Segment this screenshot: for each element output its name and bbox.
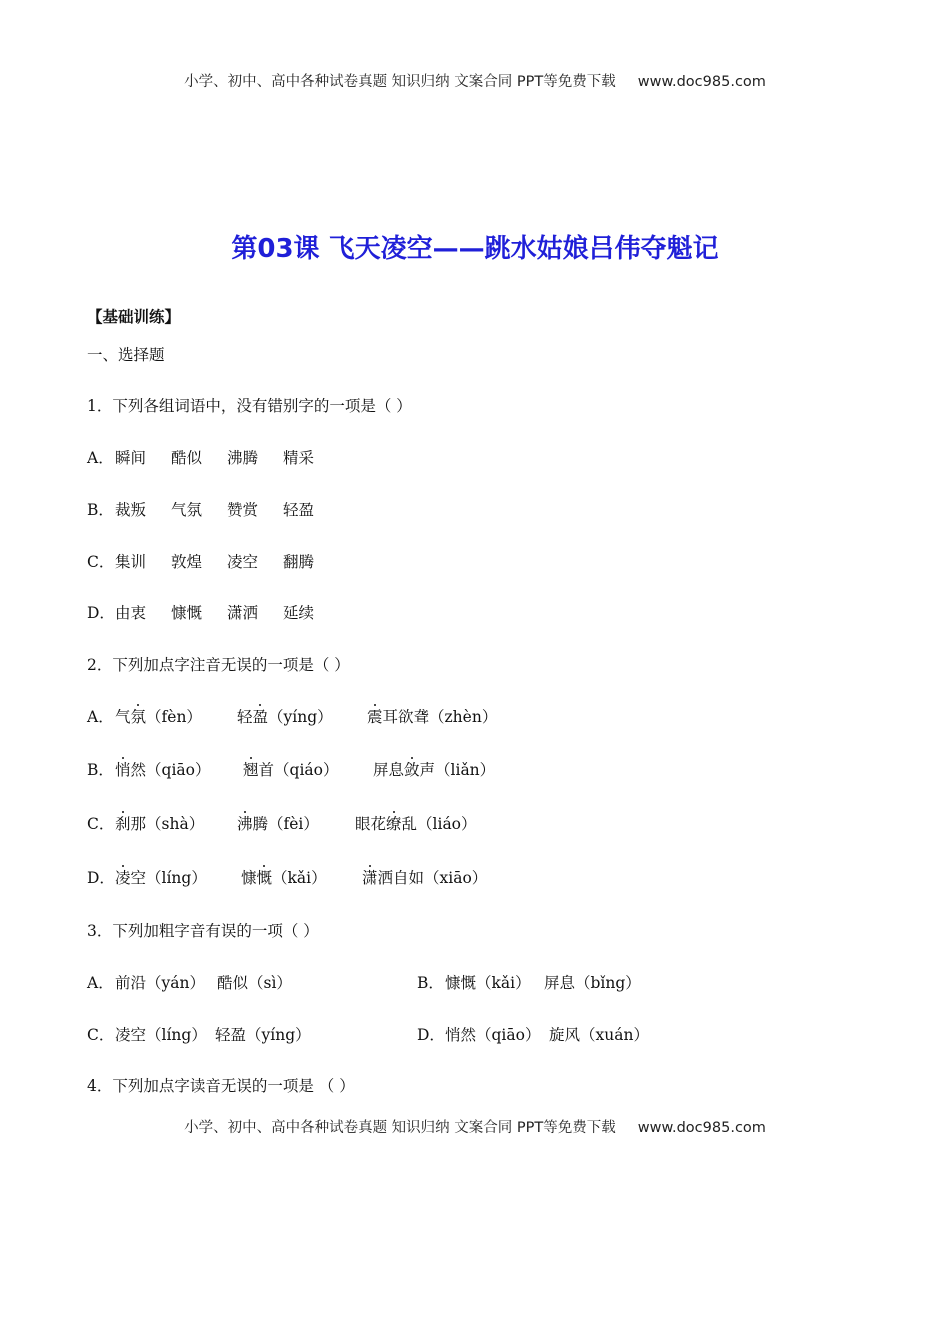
question-2-option-b[interactable]: B．悄然（qiāo） 翘首（qiáo） 屏息敛声（liǎn） [87, 761, 496, 779]
question-1-option-a[interactable]: A．瞬间 酷似 沸腾 精采 [87, 449, 315, 467]
dotted-char: 悄 [115, 761, 131, 779]
page-title: 第03课 飞天凌空——跳水姑娘吕伟夺魁记 [231, 234, 719, 264]
question-3-option-c[interactable]: C．凌空（líng） 轻盈（yíng） [87, 1026, 311, 1044]
page-footer [0, 1116, 950, 1137]
dotted-char: 震 [367, 708, 383, 726]
dotted-char: 敛 [404, 761, 420, 779]
dotted-char: 凌 [115, 869, 131, 887]
question-3-option-a[interactable]: A．前沿（yán） 酷似（sì） [87, 974, 292, 992]
footer-url[interactable]: www.doc985.com [637, 1120, 766, 1136]
question-3-option-b[interactable]: B．慷慨（kǎi） 屏息（bǐng） [417, 974, 641, 992]
dotted-char: 翘 [243, 761, 259, 779]
subsection-heading: 一、选择题 [87, 346, 165, 364]
page-header [0, 70, 950, 91]
section-heading: 【基础训练】 [87, 308, 181, 326]
question-1-option-c[interactable]: C．集训 敦煌 凌空 翻腾 [87, 553, 315, 571]
question-2-option-c[interactable]: C．刹那（shà） 沸腾（fèi） 眼花缭乱（liáo） [87, 815, 477, 833]
question-3-stem: 3．下列加粗字音有误的一项（ ） [87, 922, 319, 940]
question-4-stem: 4．下列加点字读音无误的一项是 （ ） [87, 1077, 355, 1095]
dotted-char: 缭 [386, 815, 402, 833]
question-2-option-a[interactable]: A．气氛（fèn） 轻盈（yíng） 震耳欲聋（zhèn） [87, 708, 498, 726]
question-2-option-d[interactable]: D．凌空（líng） 慷慨（kǎi） 潇洒自如（xiāo） [87, 869, 488, 887]
question-1-option-b[interactable]: B．裁叛 气氛 赞赏 轻盈 [87, 501, 315, 519]
header-text: 小学、初中、高中各种试卷真题 知识归纳 文案合同 PPT等免费下载 [184, 74, 616, 90]
dotted-char: 刹 [115, 815, 131, 833]
question-1-stem: 1．下列各组词语中，没有错别字的一项是（ ） [87, 397, 412, 415]
question-3-option-d[interactable]: D．悄然（qiāo） 旋风（xuán） [417, 1026, 649, 1044]
dotted-char: 盈 [252, 708, 269, 726]
dotted-char: 沸 [237, 815, 253, 833]
dotted-char: 慨 [256, 869, 273, 887]
question-2-stem: 2．下列加点字注音无误的一项是（ ） [87, 656, 350, 674]
question-1-option-d[interactable]: D．由衷 慷慨 潇洒 延续 [87, 604, 315, 622]
header-url[interactable]: www.doc985.com [637, 74, 766, 90]
dotted-char: 潇 [362, 869, 378, 887]
footer-text: 小学、初中、高中各种试卷真题 知识归纳 文案合同 PPT等免费下载 [184, 1120, 616, 1136]
dotted-char: 氛 [130, 708, 147, 726]
